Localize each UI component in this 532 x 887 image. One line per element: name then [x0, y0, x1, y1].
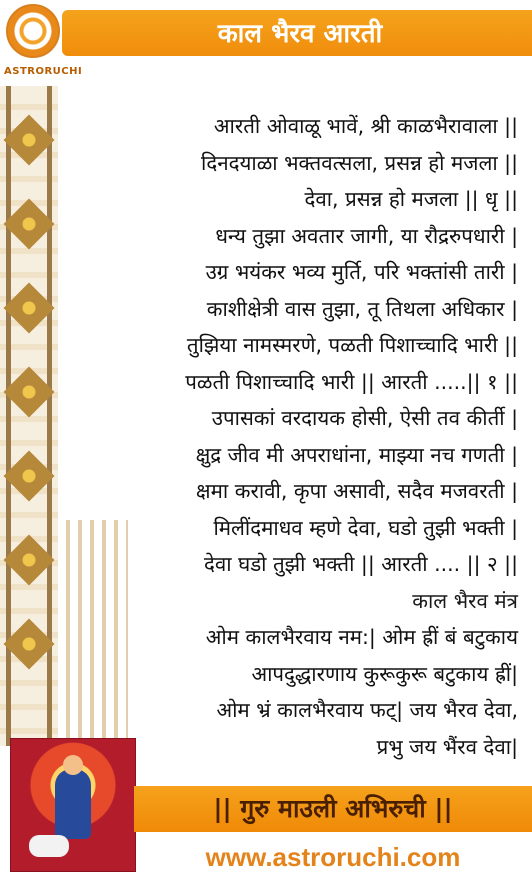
- aarti-line: दिनदयाळा भक्तवत्सला, प्रसन्न हो मजला ||: [201, 150, 518, 175]
- aarti-text: [80, 108, 518, 765]
- deity-head-icon: [63, 755, 83, 775]
- aarti-line: काशीक्षेत्री वास तुझा, तू तिथला अधिकार |: [206, 296, 518, 321]
- mandala-logo-icon: [6, 4, 60, 58]
- dog-icon: [29, 835, 69, 857]
- aarti-line: धन्य तुझा अवतार जागी, या रौद्ररुपधारी |: [215, 223, 518, 248]
- aarti-line: क्षमा करावी, कृपा असावी, सदैव मजवरती |: [195, 479, 518, 503]
- page-title: काल भैरव आरती: [217, 19, 383, 49]
- aarti-line: क्षुद्र जीव मी अपराधांना, माझ्या नच गणती |: [195, 442, 518, 467]
- brand-logo-text: ASTRORUCHI: [4, 66, 83, 77]
- aarti-line: देवा, प्रसन्न हो मजला || धृ ||: [304, 187, 518, 211]
- mantra-heading: काल भैरव मंत्र: [412, 588, 518, 613]
- aarti-line: आरती ओवाळू भावें, श्री काळभैरावाला ||: [213, 114, 518, 138]
- decorative-border: [0, 86, 58, 746]
- aarti-line: तुझिया नामस्मरणे, पळती पिशाच्चादि भारी ||: [186, 333, 518, 357]
- mantra-line: ओम कालभैरवाय नम:| ओम ह्रीं बं बटुकाय: [205, 625, 518, 649]
- website-link[interactable]: www.astroruchi.com: [205, 842, 461, 872]
- footer-slogan: || गुरु माउली अभिरुची ||: [213, 794, 453, 823]
- mantra-line: ओम भ्रं कालभैरवाय फट्| जय भैरव देवा,: [216, 698, 518, 722]
- aarti-line: देवा घडो तुझी भक्ती || आरती .... || २ ||: [203, 552, 518, 576]
- deity-figure-icon: [55, 769, 91, 839]
- deity-image: [10, 738, 136, 872]
- mantra-line: आपदुद्धारणाय कुरूकुरू बटुकाय ह्रीं|: [251, 661, 518, 686]
- aarti-line: उपासकां वरदायक होसी, ऐसी तव कीर्ती |: [211, 406, 518, 430]
- aarti-line: पळती पिशाच्चादि भारी || आरती .....|| १ ||: [185, 369, 518, 394]
- aarti-line: उग्र भयंकर भव्य मुर्ति, परि भक्तांसी तारी |: [205, 260, 518, 284]
- mantra-line: प्रभु जय भैंरव देवा|: [376, 734, 518, 759]
- aarti-line: मिलींदमाधव म्हणे देवा, घडो तुझी भक्ती |: [213, 515, 518, 540]
- header: [0, 0, 532, 77]
